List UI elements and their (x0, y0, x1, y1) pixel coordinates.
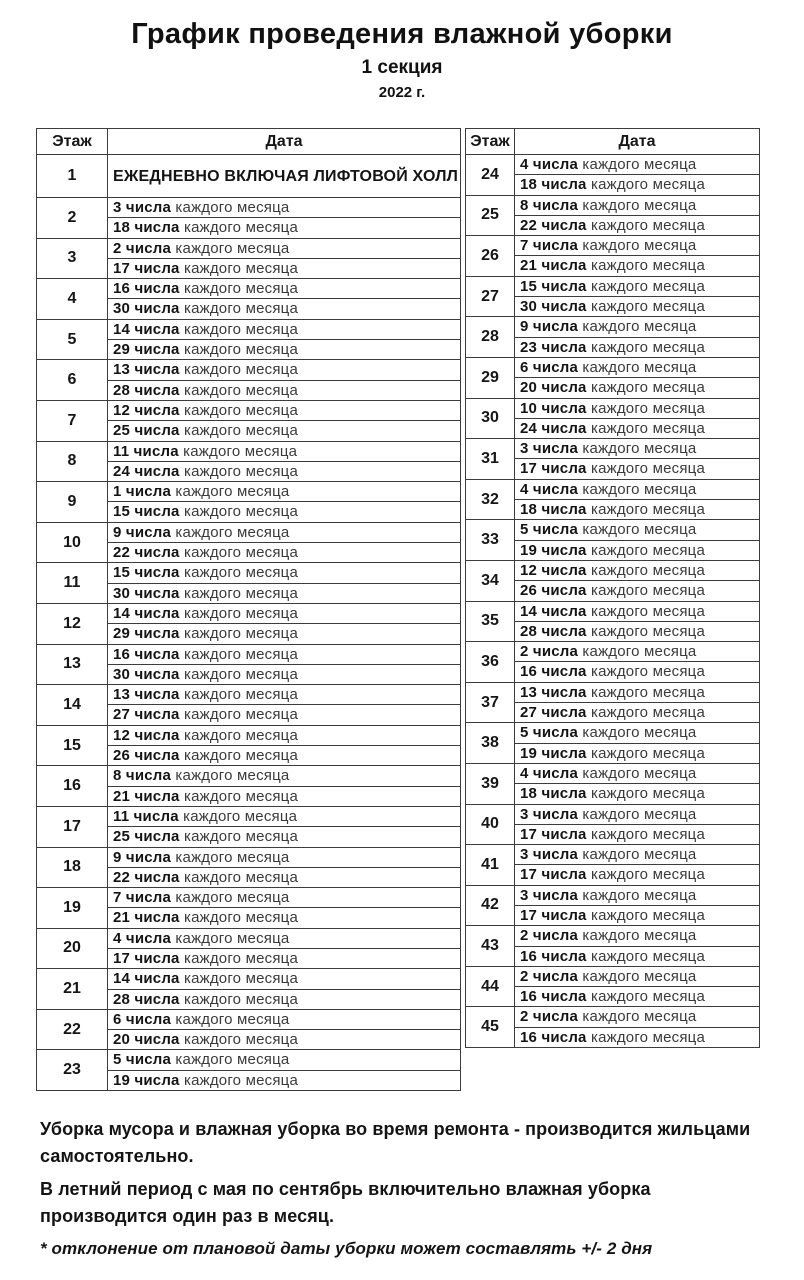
date-cell: 1 числа каждого месяца (108, 482, 461, 502)
date-day-bold: 1 числа (113, 483, 172, 501)
date-day-bold: 16 числа (520, 947, 587, 965)
date-day-bold: 19 числа (520, 541, 587, 559)
floor-number-cell: 14 (37, 685, 108, 726)
date-cell: 20 числа каждого месяца (515, 378, 760, 398)
table-row (37, 928, 461, 948)
date-day-bold: 30 числа (113, 584, 180, 602)
date-day-bold: 16 числа (113, 280, 180, 298)
floor-number-cell: 43 (466, 926, 515, 967)
date-day-bold: 5 числа (520, 724, 579, 742)
floor-number-cell: 39 (466, 763, 515, 804)
table-row (466, 885, 760, 905)
date-column-header: Дата (515, 129, 760, 155)
date-cell: 2 числа каждого месяца (515, 642, 760, 662)
table-row (466, 845, 760, 865)
date-day-bold: 27 числа (520, 704, 587, 722)
date-cell: 26 числа каждого месяца (108, 746, 461, 766)
date-cell: 16 числа каждого месяца (515, 662, 760, 682)
floor-number-cell: 40 (466, 804, 515, 845)
date-day-bold: 17 числа (520, 866, 587, 884)
date-cell: 28 числа каждого месяца (108, 380, 461, 400)
schedule-table-floors-24-45 (465, 128, 760, 1048)
date-day-bold: 5 числа (520, 521, 579, 539)
page-year: 2022 г. (378, 84, 426, 101)
date-day-bold: 7 числа (113, 889, 172, 907)
date-column-header: Дата (108, 129, 461, 155)
date-cell: 24 числа каждого месяца (515, 418, 760, 438)
date-cell: 4 числа каждого месяца (515, 479, 760, 499)
date-day-bold: 23 числа (520, 338, 587, 356)
table-row (466, 682, 760, 702)
date-day-bold: 30 числа (113, 665, 180, 683)
floor-number-cell: 15 (37, 725, 108, 766)
floor-number-cell: 22 (37, 1009, 108, 1050)
date-cell: 8 числа каждого месяца (515, 195, 760, 215)
date-cell: 24 числа каждого месяца (108, 461, 461, 481)
date-cell: 15 числа каждого месяца (515, 276, 760, 296)
floor-number-cell: 13 (37, 644, 108, 685)
schedule-table-floors-1-23 (36, 128, 461, 1091)
date-cell: 13 числа каждого месяца (515, 682, 760, 702)
date-day-bold: 22 числа (113, 868, 180, 886)
date-cell: 2 числа каждого месяца (515, 966, 760, 986)
table-row (37, 155, 461, 198)
floor-number-cell: 4 (37, 279, 108, 320)
date-day-bold: 16 числа (520, 663, 587, 681)
date-day-bold: 2 числа (520, 927, 579, 945)
date-day-bold: 26 числа (113, 747, 180, 765)
date-day-bold: 22 числа (113, 544, 180, 562)
date-cell: 14 числа каждого месяца (515, 601, 760, 621)
date-day-bold: 8 числа (520, 196, 579, 214)
date-day-bold: 13 числа (113, 361, 180, 379)
table-row (466, 520, 760, 540)
date-cell: 17 числа каждого месяца (108, 948, 461, 968)
date-cell: 30 числа каждого месяца (108, 299, 461, 319)
table-row (37, 563, 461, 583)
date-day-bold: 21 числа (113, 909, 180, 927)
floor-number-cell: 10 (37, 522, 108, 563)
date-cell: 25 числа каждого месяца (108, 827, 461, 847)
date-cell: 21 числа каждого месяца (515, 256, 760, 276)
date-day-bold: 15 числа (113, 564, 180, 582)
date-day-bold: 8 числа (113, 767, 172, 785)
date-cell: 18 числа каждого месяца (515, 500, 760, 520)
date-day-bold: 16 числа (520, 1028, 587, 1046)
floor-number-cell: 33 (466, 520, 515, 561)
date-cell: 16 числа каждого месяца (515, 946, 760, 966)
floor-number-cell: 11 (37, 563, 108, 604)
date-day-bold: 28 числа (113, 990, 180, 1008)
table-row (37, 482, 461, 502)
date-day-bold: 30 числа (520, 298, 587, 316)
floor-number-cell: 18 (37, 847, 108, 888)
table-row (466, 601, 760, 621)
date-cell: 3 числа каждого месяца (515, 885, 760, 905)
date-day-bold: 15 числа (520, 277, 587, 295)
date-day-bold: 2 числа (520, 1008, 579, 1026)
date-day-bold: 21 числа (520, 257, 587, 275)
date-cell: 4 числа каждого месяца (515, 763, 760, 783)
date-day-bold: 21 числа (113, 787, 180, 805)
date-day-bold: 13 числа (113, 686, 180, 704)
date-cell: 10 числа каждого месяца (515, 398, 760, 418)
note-summer-schedule: В летний период с мая по сентябрь включительно влажная уборка производится один раз в месяц. (40, 1179, 651, 1226)
table-row (37, 766, 461, 786)
date-cell: 14 числа каждого месяца (108, 603, 461, 623)
date-day-bold: 4 числа (113, 929, 172, 947)
date-day-bold: 20 числа (520, 379, 587, 397)
date-day-bold: 29 числа (113, 625, 180, 643)
date-day-bold: 17 числа (520, 906, 587, 924)
date-cell: 15 числа каждого месяца (108, 563, 461, 583)
date-day-bold: 3 числа (520, 440, 579, 458)
date-cell: 21 числа каждого месяца (108, 786, 461, 806)
date-cell: 8 числа каждого месяца (108, 766, 461, 786)
date-day-bold: 3 числа (520, 886, 579, 904)
table-row (466, 642, 760, 662)
date-cell: 12 числа каждого месяца (515, 560, 760, 580)
date-day-bold: 25 числа (113, 422, 180, 440)
date-cell: 17 числа каждого месяца (108, 258, 461, 278)
date-day-bold: 12 числа (113, 726, 180, 744)
table-row (466, 804, 760, 824)
date-cell: 9 числа каждого месяца (108, 522, 461, 542)
date-cell: 13 числа каждого месяца (108, 360, 461, 380)
date-day-bold: 2 числа (520, 967, 579, 985)
date-day-bold: 11 числа (113, 807, 179, 825)
table-row (466, 560, 760, 580)
date-cell: 29 числа каждого месяца (108, 340, 461, 360)
floor-number-cell: 20 (37, 928, 108, 969)
table-row (37, 238, 461, 258)
date-cell: 11 числа каждого месяца (108, 441, 461, 461)
date-cell: 30 числа каждого месяца (515, 297, 760, 317)
date-day-bold: 15 числа (113, 503, 180, 521)
table-row (466, 966, 760, 986)
date-day-bold: 6 числа (520, 358, 579, 376)
table-row (466, 195, 760, 215)
floor-number-cell: 6 (37, 360, 108, 401)
table-row (466, 926, 760, 946)
date-day-bold: 17 числа (520, 825, 587, 843)
date-cell: 7 числа каждого месяца (108, 888, 461, 908)
date-day-bold: 14 числа (113, 970, 180, 988)
floor-number-cell: 1 (37, 155, 108, 198)
floor-number-cell: 17 (37, 806, 108, 847)
date-day-bold: 17 числа (113, 259, 180, 277)
note-date-deviation: * отклонение от плановой даты уборки может составлять +/- 2 дня (40, 1239, 653, 1258)
date-cell: 30 числа каждого месяца (108, 664, 461, 684)
date-day-bold: 19 числа (520, 744, 587, 762)
note-repair-cleaning: Уборка мусора и влажная уборка во время ремонта - производится жильцами самостоятельно. (40, 1119, 751, 1166)
date-day-bold: 3 числа (520, 805, 579, 823)
date-cell: 16 числа каждого месяца (108, 279, 461, 299)
table-row (466, 357, 760, 377)
date-cell: 9 числа каждого месяца (515, 317, 760, 337)
table-row (466, 155, 760, 175)
table-row (466, 763, 760, 783)
date-day-bold: 20 числа (113, 1031, 180, 1049)
date-day-bold: 7 числа (520, 237, 579, 255)
floor-number-cell: 28 (466, 317, 515, 358)
date-cell: 23 числа каждого месяца (515, 337, 760, 357)
floor-number-cell: 2 (37, 198, 108, 239)
page-subtitle: 1 секция (361, 57, 443, 78)
date-day-bold: 11 числа (113, 442, 179, 460)
table-row (466, 1007, 760, 1027)
table-row (37, 603, 461, 623)
date-cell-special: ЕЖЕДНЕВНО ВКЛЮЧАЯ ЛИФТОВОЙ ХОЛЛ (108, 155, 461, 198)
floor-number-cell: 45 (466, 1007, 515, 1048)
date-cell: 2 числа каждого месяца (515, 926, 760, 946)
floor-number-cell: 38 (466, 723, 515, 764)
date-cell: 30 числа каждого месяца (108, 583, 461, 603)
date-day-bold: 3 числа (113, 199, 172, 216)
table-row (37, 1009, 461, 1029)
date-cell: 15 числа каждого месяца (108, 502, 461, 522)
floor-number-cell: 31 (466, 439, 515, 480)
date-day-bold: 9 числа (113, 848, 172, 866)
date-day-bold: 18 числа (520, 176, 587, 194)
table-row (37, 279, 461, 299)
floor-number-cell: 32 (466, 479, 515, 520)
date-day-bold: 4 числа (520, 156, 579, 173)
table-row (37, 198, 461, 218)
table-row (37, 441, 461, 461)
date-cell: 29 числа каждого месяца (108, 624, 461, 644)
floor-number-cell: 16 (37, 766, 108, 807)
date-day-bold: 16 числа (520, 988, 587, 1006)
floor-number-cell: 27 (466, 276, 515, 317)
floor-column-header: Этаж (37, 129, 108, 155)
date-day-bold: 14 числа (113, 604, 180, 622)
date-day-bold: 12 числа (520, 561, 587, 579)
date-day-bold: 6 числа (113, 1010, 172, 1028)
table-row (37, 319, 461, 339)
table-row (37, 847, 461, 867)
date-day-bold: 5 числа (113, 1051, 172, 1069)
date-cell: 12 числа каждого месяца (108, 725, 461, 745)
date-cell: 20 числа каждого месяца (108, 1030, 461, 1050)
floor-number-cell: 29 (466, 357, 515, 398)
date-cell: 6 числа каждого месяца (108, 1009, 461, 1029)
date-cell: 3 числа каждого месяца (515, 845, 760, 865)
date-day-bold: 22 числа (520, 216, 587, 234)
date-day-bold: 26 числа (520, 582, 587, 600)
floor-number-cell: 19 (37, 888, 108, 929)
date-cell: 16 числа каждого месяца (515, 987, 760, 1007)
schedule-table (465, 128, 760, 1048)
date-cell: 4 числа каждого месяца (108, 928, 461, 948)
floor-number-cell: 41 (466, 845, 515, 886)
table-row (37, 806, 461, 826)
floor-number-cell: 21 (37, 969, 108, 1010)
table-row (37, 685, 461, 705)
floor-number-cell: 5 (37, 319, 108, 360)
date-cell: 27 числа каждого месяца (515, 703, 760, 723)
date-cell: 19 числа каждого месяца (515, 540, 760, 560)
floor-number-cell: 3 (37, 238, 108, 279)
date-cell: 18 числа каждого месяца (515, 175, 760, 195)
date-cell: 22 числа каждого месяца (515, 215, 760, 235)
date-day-bold: 17 числа (520, 460, 587, 478)
date-cell: 21 числа каждого месяца (108, 908, 461, 928)
date-day-bold: 17 числа (113, 949, 180, 967)
date-cell: 5 числа каждого месяца (108, 1050, 461, 1070)
table-row (37, 1050, 461, 1070)
table-row (37, 888, 461, 908)
date-cell: 22 числа каждого месяца (108, 867, 461, 887)
date-day-bold: 9 числа (520, 318, 579, 336)
table-row (37, 644, 461, 664)
date-cell: 18 числа каждого месяца (515, 784, 760, 804)
floor-number-cell: 12 (37, 603, 108, 644)
date-cell: 3 числа каждого месяца (515, 439, 760, 459)
date-cell: 14 числа каждого месяца (108, 319, 461, 339)
date-day-bold: 28 числа (520, 622, 587, 640)
date-day-bold: 13 числа (520, 683, 587, 701)
table-row (466, 439, 760, 459)
page-title: График проведения влажной уборки (131, 18, 673, 50)
schedule-table (36, 128, 461, 1091)
floor-number-cell: 34 (466, 560, 515, 601)
date-cell: 2 числа каждого месяца (515, 1007, 760, 1027)
date-day-bold: 9 числа (113, 523, 172, 541)
table-row (466, 479, 760, 499)
date-day-bold: 30 числа (113, 300, 180, 318)
date-day-bold: 14 числа (113, 320, 180, 338)
table-row (37, 725, 461, 745)
date-cell: 17 числа каждого месяца (515, 459, 760, 479)
date-day-bold: 18 числа (520, 501, 587, 519)
date-cell: 27 числа каждого месяца (108, 705, 461, 725)
date-cell: 26 числа каждого месяца (515, 581, 760, 601)
table-row (37, 400, 461, 420)
floor-number-cell: 35 (466, 601, 515, 642)
date-cell: 3 числа каждого месяца (515, 804, 760, 824)
date-cell: 25 числа каждого месяца (108, 421, 461, 441)
date-cell: 5 числа каждого месяца (515, 723, 760, 743)
date-cell: 19 числа каждого месяца (108, 1070, 461, 1090)
date-day-bold: 18 числа (520, 785, 587, 803)
date-day-bold: 4 числа (520, 764, 579, 782)
table-row (466, 317, 760, 337)
floor-number-cell: 25 (466, 195, 515, 236)
date-cell: 9 числа каждого месяца (108, 847, 461, 867)
date-cell: 17 числа каждого месяца (515, 905, 760, 925)
date-cell: 7 числа каждого месяца (515, 236, 760, 256)
date-cell: 11 числа каждого месяца (108, 806, 461, 826)
floor-number-cell: 42 (466, 885, 515, 926)
floor-number-cell: 8 (37, 441, 108, 482)
floor-number-cell: 9 (37, 482, 108, 523)
table-row (466, 236, 760, 256)
floor-number-cell: 44 (466, 966, 515, 1007)
date-day-bold: 29 числа (113, 341, 180, 359)
date-cell: 2 числа каждого месяца (108, 238, 461, 258)
table-row (466, 276, 760, 296)
date-day-bold: 28 числа (113, 381, 180, 399)
date-cell: 16 числа каждого месяца (515, 1027, 760, 1047)
date-cell: 19 числа каждого месяца (515, 743, 760, 763)
date-day-bold: 16 числа (113, 645, 180, 663)
date-cell: 13 числа каждого месяца (108, 685, 461, 705)
date-cell: 3 числа каждого месяца (108, 198, 461, 218)
date-cell: 12 числа каждого месяца (108, 400, 461, 420)
floor-number-cell: 26 (466, 236, 515, 277)
date-cell: 17 числа каждого месяца (515, 824, 760, 844)
date-cell: 28 числа каждого месяца (515, 621, 760, 641)
floor-number-cell: 24 (466, 155, 515, 196)
date-day-bold: 12 числа (113, 401, 180, 419)
table-row (37, 360, 461, 380)
date-day-bold: 24 числа (113, 462, 180, 480)
date-cell: 22 числа каждого месяца (108, 543, 461, 563)
date-cell: 18 числа каждого месяца (108, 218, 461, 238)
date-day-bold: 18 числа (113, 219, 180, 237)
date-day-bold: 2 числа (520, 643, 579, 661)
date-cell: 5 числа каждого месяца (515, 520, 760, 540)
table-row (37, 522, 461, 542)
date-day-bold: 2 числа (113, 239, 172, 257)
date-day-bold: 19 числа (113, 1071, 180, 1089)
date-day-bold: 10 числа (520, 399, 587, 417)
date-cell: 6 числа каждого месяца (515, 357, 760, 377)
date-day-bold: 25 числа (113, 828, 180, 846)
date-cell: 4 числа каждого месяца (515, 155, 760, 175)
floor-number-cell: 30 (466, 398, 515, 439)
date-cell: 28 числа каждого месяца (108, 989, 461, 1009)
floor-number-cell: 23 (37, 1050, 108, 1091)
date-cell: 16 числа каждого месяца (108, 644, 461, 664)
floor-number-cell: 36 (466, 642, 515, 683)
table-row (466, 398, 760, 418)
table-row (37, 969, 461, 989)
date-day-bold: 4 числа (520, 480, 579, 498)
date-cell: 17 числа каждого месяца (515, 865, 760, 885)
floor-number-cell: 37 (466, 682, 515, 723)
date-day-bold: 24 числа (520, 419, 587, 437)
date-cell: 14 числа каждого месяца (108, 969, 461, 989)
table-row (466, 723, 760, 743)
floor-column-header: Этаж (466, 129, 515, 155)
date-day-bold: 27 числа (113, 706, 180, 724)
floor-number-cell: 7 (37, 400, 108, 441)
date-day-bold: 14 числа (520, 602, 587, 620)
date-day-bold: 3 числа (520, 846, 579, 864)
